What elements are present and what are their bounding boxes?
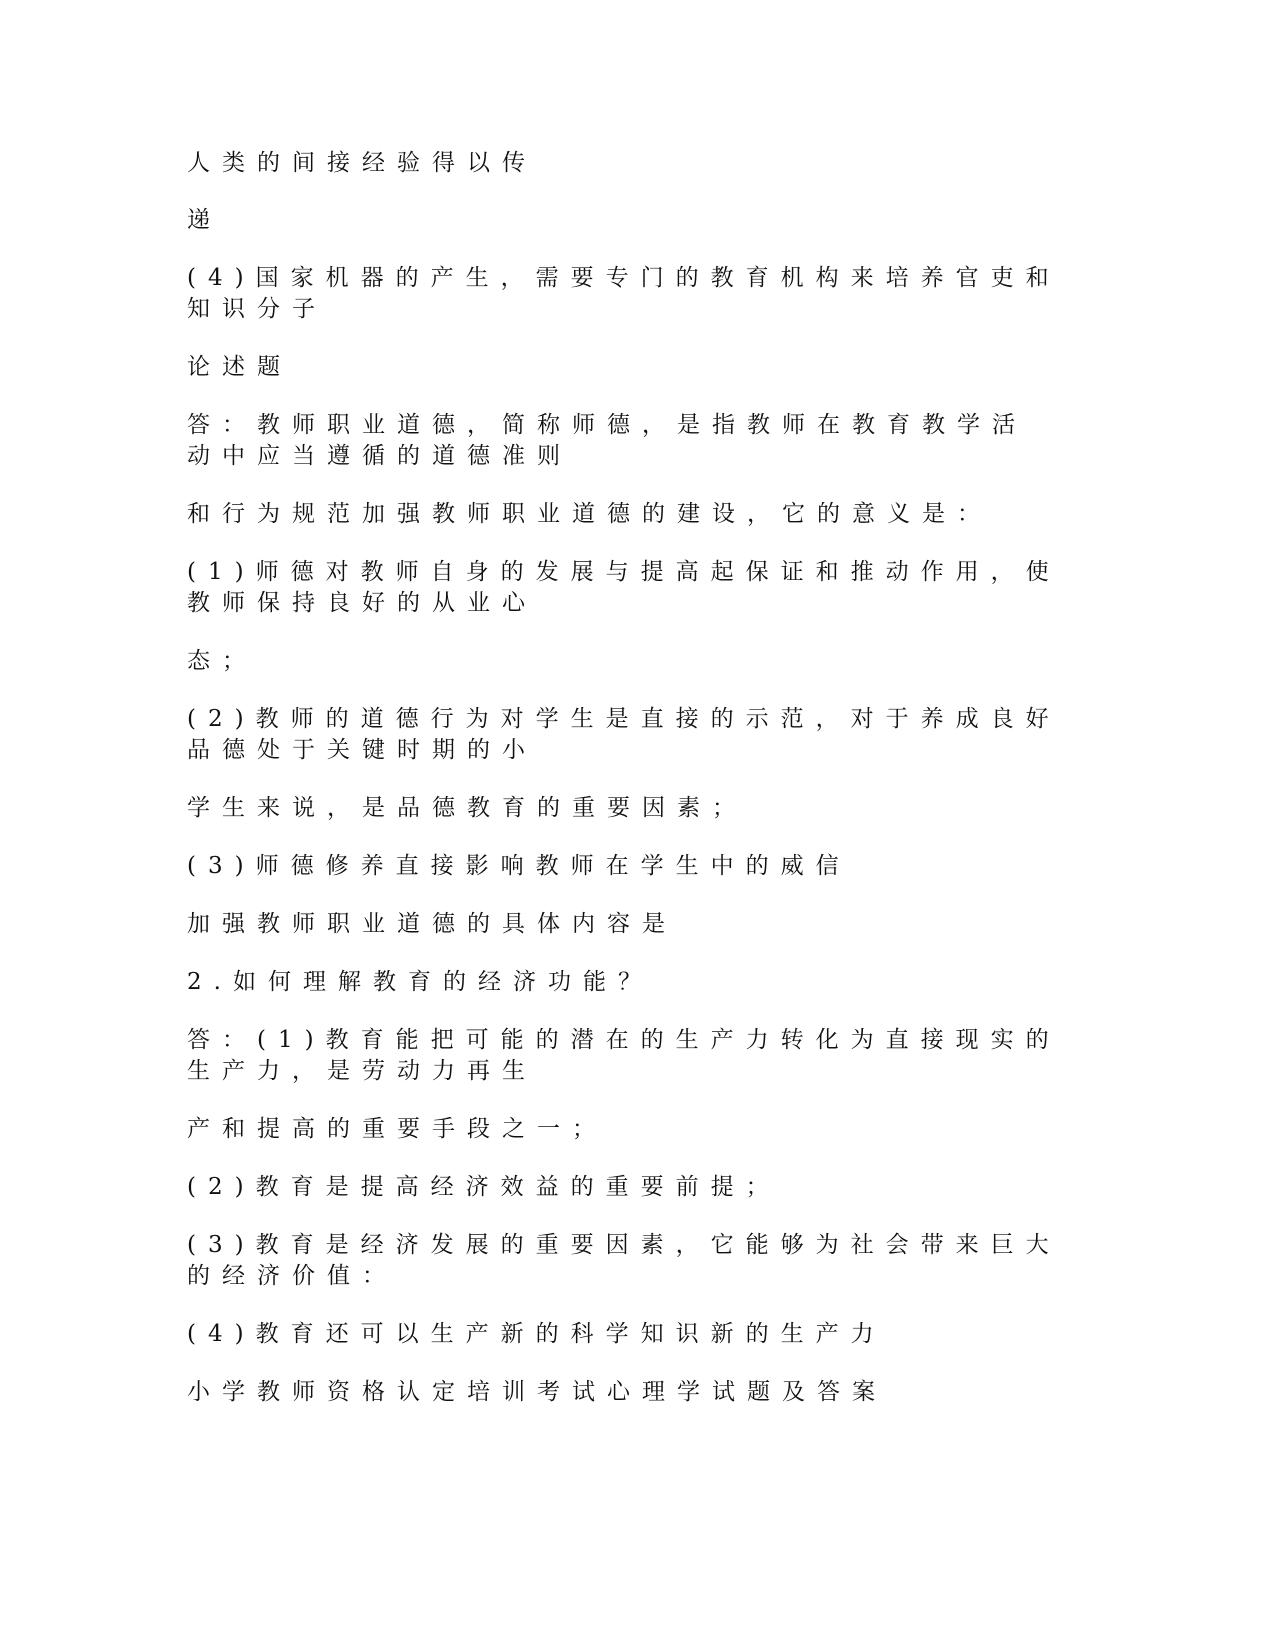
section-heading <box>187 352 1087 383</box>
text-line: (2)教师的道德行为对学生是直接的示范，对于养成良好 <box>187 706 1061 732</box>
text-line: 品德处于关键时期的小 <box>187 737 537 763</box>
text-line: 产和提高的重要手段之一； <box>187 1116 607 1142</box>
paragraph-11 <box>187 851 1087 882</box>
paragraph-14 <box>187 1025 1087 1087</box>
paragraph-16 <box>187 1172 1087 1203</box>
text-line: 人类的间接经验得以传 <box>187 150 537 176</box>
paragraph-15 <box>187 1114 1087 1145</box>
text-line: 学生来说，是品德教育的重要因素； <box>187 795 747 821</box>
text-line: 答：教师职业道德，简称师德，是指教师在教育教学活 <box>187 412 1027 438</box>
paragraph-5 <box>187 410 1087 472</box>
question-2 <box>187 967 1087 998</box>
paragraph-18 <box>187 1319 1087 1350</box>
text-line: (1)师德对教师自身的发展与提高起保证和推动作用，使 <box>187 559 1061 585</box>
text-line: 加强教师职业道德的具体内容是 <box>187 911 677 937</box>
text-line: (4)教育还可以生产新的科学知识新的生产力 <box>187 1321 886 1347</box>
paragraph-3 <box>187 263 1087 325</box>
paragraph-10 <box>187 793 1087 824</box>
paragraph-2 <box>187 205 1087 236</box>
paragraph-17 <box>187 1230 1087 1292</box>
text-line: 知识分子 <box>187 296 327 322</box>
text-line: 态； <box>187 648 257 674</box>
paragraph-9 <box>187 704 1087 766</box>
text-line: (4)国家机器的产生，需要专门的教育机构来培养官吏和 <box>187 265 1061 291</box>
paragraph-6 <box>187 499 1087 530</box>
text-line: (3)师德修养直接影响教师在学生中的威信 <box>187 853 851 879</box>
text-line: 答：(1)教育能把可能的潜在的生产力转化为直接现实的 <box>187 1027 1061 1053</box>
text-line: 的经济价值： <box>187 1263 397 1289</box>
document-title-footer <box>187 1377 1087 1408</box>
paragraph-8 <box>187 646 1087 677</box>
text-line: 2.如何理解教育的经济功能？ <box>187 969 653 995</box>
text-line: 小学教师资格认定培训考试心理学试题及答案 <box>187 1379 887 1405</box>
text-line: (2)教育是提高经济效益的重要前提； <box>187 1174 781 1200</box>
text-line: 和行为规范加强教师职业道德的建设，它的意义是： <box>187 501 992 527</box>
text-line: 论述题 <box>187 354 292 380</box>
text-line: 生产力，是劳动力再生 <box>187 1058 537 1084</box>
text-line: (3)教育是经济发展的重要因素，它能够为社会带来巨大 <box>187 1232 1061 1258</box>
text-line: 教师保持良好的从业心 <box>187 590 537 616</box>
paragraph-12 <box>187 909 1087 940</box>
paragraph-1 <box>187 148 1087 179</box>
text-line: 递 <box>187 207 222 233</box>
paragraph-7 <box>187 557 1087 619</box>
text-line: 动中应当遵循的道德准则 <box>187 443 572 469</box>
